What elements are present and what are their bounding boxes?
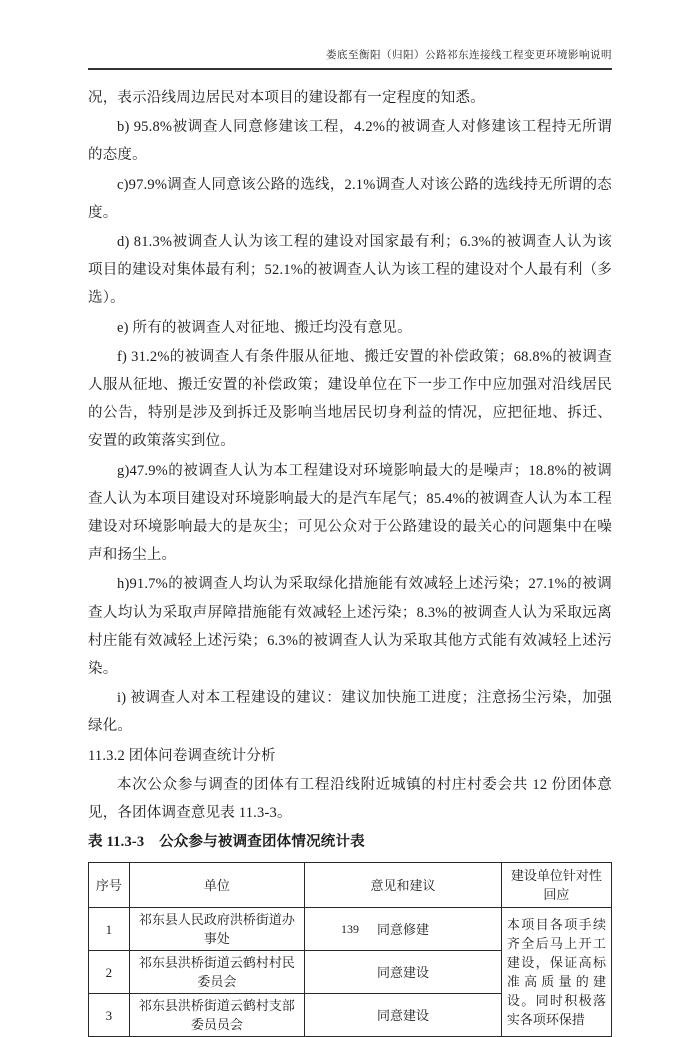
cell-opinion: 同意建设 <box>305 951 502 994</box>
paragraph: f) 31.2%的被调查人有条件服从征地、搬迁安置的补偿政策；68.8%的被调查人服从征地、搬迁安置的补偿政策；建设单位在下一步工作中应加强对沿线居民的公告，特别是涉及到拆迁及影响当地居民切身利益的情况，应把征地、拆迁、安置的政策落实到位。 <box>88 348 612 450</box>
table-header-no: 序号 <box>89 863 130 908</box>
cell-unit: 祁东县洪桥街道云鹤村支部委员员会 <box>129 994 304 1037</box>
paragraph: e) 所有的被调查人对征地、搬迁均没有意见。 <box>117 319 412 336</box>
cell-builder-response: 本项目各项手续齐全后马上开工建设，保证高标准高质量的建设。同时积极落实各项环保措 <box>501 908 611 1037</box>
table-header-opinion: 意见和建议 <box>305 863 502 908</box>
paragraph: c)97.9%调查人同意该公路的选线，2.1%调查人对该公路的选线持无所谓的态度。 <box>88 176 612 221</box>
document-body <box>88 84 612 1037</box>
survey-groups-table <box>88 862 612 1037</box>
cell-row-number: 2 <box>89 951 130 994</box>
paragraph: 本次公众参与调查的团体有工程沿线附近城镇的村庄村委会共 12 份团体意见，各团体调查意见表 11.3-3。 <box>88 776 612 822</box>
paragraph: g)47.9%的被调查人认为本工程建设对环境影响最大的是噪声；18.8%的被调查人认为本项目建设对环境影响最大的是汽车尾气；85.4%的被调查人认为本工程建设对环境影响最大的是灰尘；可见公众对于公路建设的最关心的问题集中在噪声和扬尘上。 <box>88 462 612 564</box>
cell-opinion: 同意修建 <box>305 908 502 951</box>
page-number: 139 <box>341 922 359 936</box>
table-header-unit: 单位 <box>129 863 304 908</box>
table-header-row <box>89 863 612 908</box>
cell-opinion: 同意建设 <box>305 994 502 1037</box>
cell-unit: 祁东县洪桥街道云鹤村村民委员会 <box>129 951 304 994</box>
cell-row-number: 3 <box>89 994 130 1037</box>
cell-row-number: 1 <box>89 908 130 951</box>
running-header: 娄底至衡阳（归阳）公路祁东连接线工程变更环境影响说明 <box>88 47 612 70</box>
paragraph: b) 95.8%被调查人同意修建该工程，4.2%的被调查人对修建该工程持无所谓的态度。 <box>88 119 612 164</box>
section-heading: 11.3.2 团体问卷调查统计分析 <box>88 747 276 764</box>
paragraph: 况，表示沿线周边居民对本项目的建设都有一定程度的知悉。 <box>88 90 485 106</box>
paragraph: d) 81.3%被调查人认为该工程的建设对国家最有利；6.3%的被调查人认为该项目的建设对集体最有利；52.1%的被调查人认为该工程的建设对个人最有利（多选）。 <box>88 234 612 307</box>
paragraph: i) 被调查人对本工程建设的建议：建议加快施工进度；注意扬尘污染，加强绿化。 <box>88 690 612 735</box>
table-title: 表 11.3-3 公众参与被调查团体情况统计表 <box>88 834 365 851</box>
table-header-response: 建设单位针对性回应 <box>501 863 611 908</box>
paragraph: h)91.7%的被调查人均认为采取绿化措施能有效减轻上述污染；27.1%的被调查人均认为采取声屏障措施能有效减轻上述污染；8.3%的被调查人认为采取远离村庄能有效减轻上述污染；6.3%的被调查人认为采取其他方式能有效减轻上述污染。 <box>88 576 612 678</box>
cell-unit: 祁东县人民政府洪桥街道办事处 <box>129 908 304 951</box>
